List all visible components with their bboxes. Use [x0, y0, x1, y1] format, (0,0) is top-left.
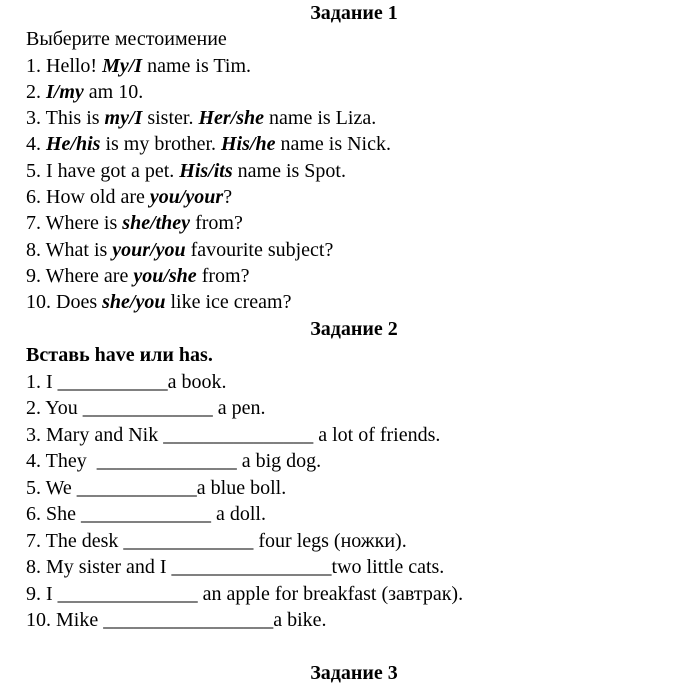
- task1-item-8: 8. What is your/you favourite subject?: [26, 239, 334, 261]
- task2-instruction: Вставь have или has.: [26, 344, 213, 366]
- task2-item-10: 10. Mike _________________a bike.: [26, 609, 327, 631]
- task1-item-2: 2. I/my am 10.: [26, 81, 144, 103]
- task2-item-6: 6. She _____________ a doll.: [26, 503, 266, 525]
- task1-item-7: 7. Where is she/they from?: [26, 212, 243, 234]
- task2-item-3: 3. Mary and Nik _______________ a lot of friends.: [26, 424, 441, 446]
- task1-item-5: 5. I have got a pet. His/its name is Spot.: [26, 160, 346, 182]
- task1-item-6: 6. How old are you/your?: [26, 186, 233, 208]
- task2-item-4: 4. They ______________ a big dog.: [26, 450, 322, 472]
- task1-item-9: 9. Where are you/she from?: [26, 265, 250, 287]
- task1-item-1: 1. Hello! My/I name is Tim.: [26, 55, 252, 77]
- task2-item-8: 8. My sister and I ________________two little cats.: [26, 556, 445, 578]
- task2-item-9: 9. I ______________ an apple for breakfast (завтрак).: [26, 583, 464, 605]
- task2-item-7: 7. The desk _____________ four legs (ножки).: [26, 530, 407, 552]
- task2-item-2: 2. You _____________ a pen.: [26, 397, 266, 419]
- task1-heading: Задание 1: [310, 2, 398, 24]
- task1-item-10: 10. Does she/you like ice cream?: [26, 291, 292, 313]
- task1-item-3: 3. This is my/I sister. Her/she name is Liza.: [26, 107, 377, 129]
- task2-item-5: 5. We ____________a blue boll.: [26, 477, 287, 499]
- task3-heading: Задание 3: [310, 662, 398, 684]
- task1-item-4: 4. He/his is my brother. His/he name is Nick.: [26, 133, 391, 155]
- task2-item-1: 1. I ___________a book.: [26, 371, 227, 393]
- task1-instruction: Выберите местоимение: [26, 28, 227, 50]
- task2-heading: Задание 2: [310, 318, 398, 340]
